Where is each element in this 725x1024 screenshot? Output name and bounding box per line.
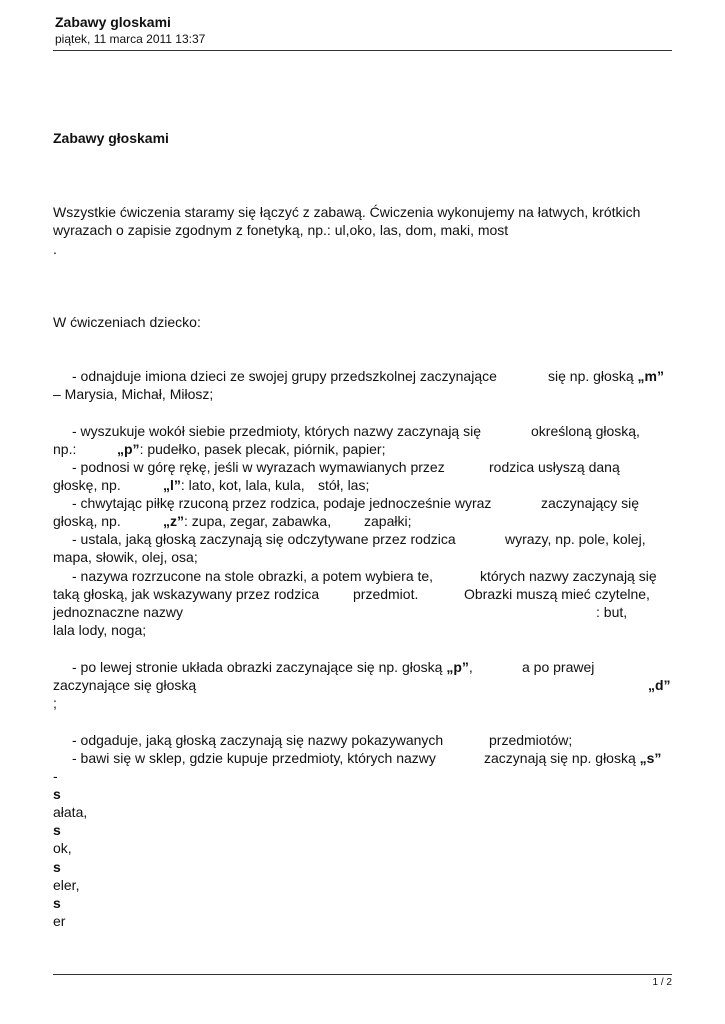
list-item: - po lewej stronie układa obrazki zaczynające się np. głoską „p”, <box>72 659 473 675</box>
list-item-cont: np.: <box>53 441 77 457</box>
list-item-cont: a po prawej <box>522 659 595 675</box>
list-item-cont: stół, las; <box>318 477 370 493</box>
list-item-cont: Obrazki muszą mieć czytelne, <box>464 586 650 602</box>
list-item-cont: mapa, słowik, olej, osa; <box>53 549 198 565</box>
list-item-cont: taką głoską, jak wskazywany przez rodzica <box>53 586 320 602</box>
list-item-cont: s <box>53 895 61 911</box>
header-divider <box>53 50 672 51</box>
list-item-cont: przedmiotów; <box>489 732 573 748</box>
list-item-cont: rodzica usłyszą daną <box>489 459 620 475</box>
list-item-cont: „z”: zupa, zegar, zabawka, <box>163 513 332 529</box>
list-item: - wyszukuje wokół siebie przedmioty, których nazwy zaczynają się <box>72 423 482 439</box>
list-item-cont: zaczynający się <box>541 495 640 511</box>
list-item-cont: wyrazy, np. pole, kolej, <box>505 531 646 547</box>
list-item-cont: s <box>53 822 61 838</box>
page-number: 1 / 2 <box>652 977 672 988</box>
list-item: - odgaduje, jaką głoską zaczynają się nazwy pokazywanych <box>72 732 444 748</box>
list-item-cont: przedmiot. <box>353 586 419 602</box>
footer-divider <box>53 974 672 975</box>
list-item-cont: się np. głoską „m” <box>548 368 664 384</box>
list-item-cont: – Marysia, Michał, Miłosz; <box>53 386 214 402</box>
intro-line-1: Wszystkie ćwiczenia staramy się łączyć z zabawą. Ćwiczenia wykonujemy na łatwych, krótkich <box>53 204 641 220</box>
lead-text: W ćwiczeniach dziecko: <box>53 314 201 330</box>
document-header-title: Zabawy gloskami <box>55 14 171 30</box>
list-item-cont: określoną głoską, <box>531 423 640 439</box>
list-item-cont: eler, <box>53 877 80 893</box>
intro-line-2: wyrazach o zapisie zgodnym z fonetyką, np.: ul,oko, las, dom, maki, most <box>53 222 509 238</box>
list-item: - podnosi w górę rękę, jeśli w wyrazach wymawianych przez <box>72 459 445 475</box>
list-item-cont: s <box>53 786 61 802</box>
list-item: - nazywa rozrzucone na stole obrazki, a potem wybiera te, <box>72 568 434 584</box>
list-item-cont: „d” <box>648 677 671 693</box>
list-item-cont: - <box>53 768 58 784</box>
article-heading: Zabawy głoskami <box>53 130 169 146</box>
list-item-cont: których nazwy zaczynają się <box>480 568 657 584</box>
list-item-cont: ałata, <box>53 804 88 820</box>
list-item-cont: zaczynają się np. głoską „s” <box>484 750 662 766</box>
list-item: - bawi się w sklep, gdzie kupuje przedmioty, których nazwy <box>72 750 436 766</box>
list-item-cont: ; <box>53 695 57 711</box>
list-item-cont: s <box>53 859 61 875</box>
list-item-cont: : but, <box>596 604 628 620</box>
list-item-cont: głoską, np. <box>53 513 121 529</box>
list-item-cont: „l”: lato, kot, lala, kula, <box>163 477 305 493</box>
list-item-cont: ok, <box>53 840 72 856</box>
list-item-cont: „p”: pudełko, pasek plecak, piórnik, papier; <box>117 441 386 457</box>
list-item: - odnajduje imiona dzieci ze swojej grupy przedszkolnej zaczynające <box>72 368 497 384</box>
list-item: - chwytając piłkę rzuconą przez rodzica, podaje jednocześnie wyraz <box>72 495 492 511</box>
list-item-cont: zapałki; <box>364 513 412 529</box>
list-item-cont: er <box>53 913 66 929</box>
list-item-cont: jednoznaczne nazwy <box>53 604 183 620</box>
list-item-cont: głoskę, np. <box>53 477 121 493</box>
list-item-cont: lala lody, noga; <box>53 622 147 638</box>
document-header-date: piątek, 11 marca 2011 13:37 <box>55 32 206 46</box>
intro-line-3: . <box>53 241 57 257</box>
list-item: - ustala, jaką głoską zaczynają się odczytywane przez rodzica <box>72 531 456 547</box>
list-item-cont: zaczynające się głoską <box>53 677 197 693</box>
